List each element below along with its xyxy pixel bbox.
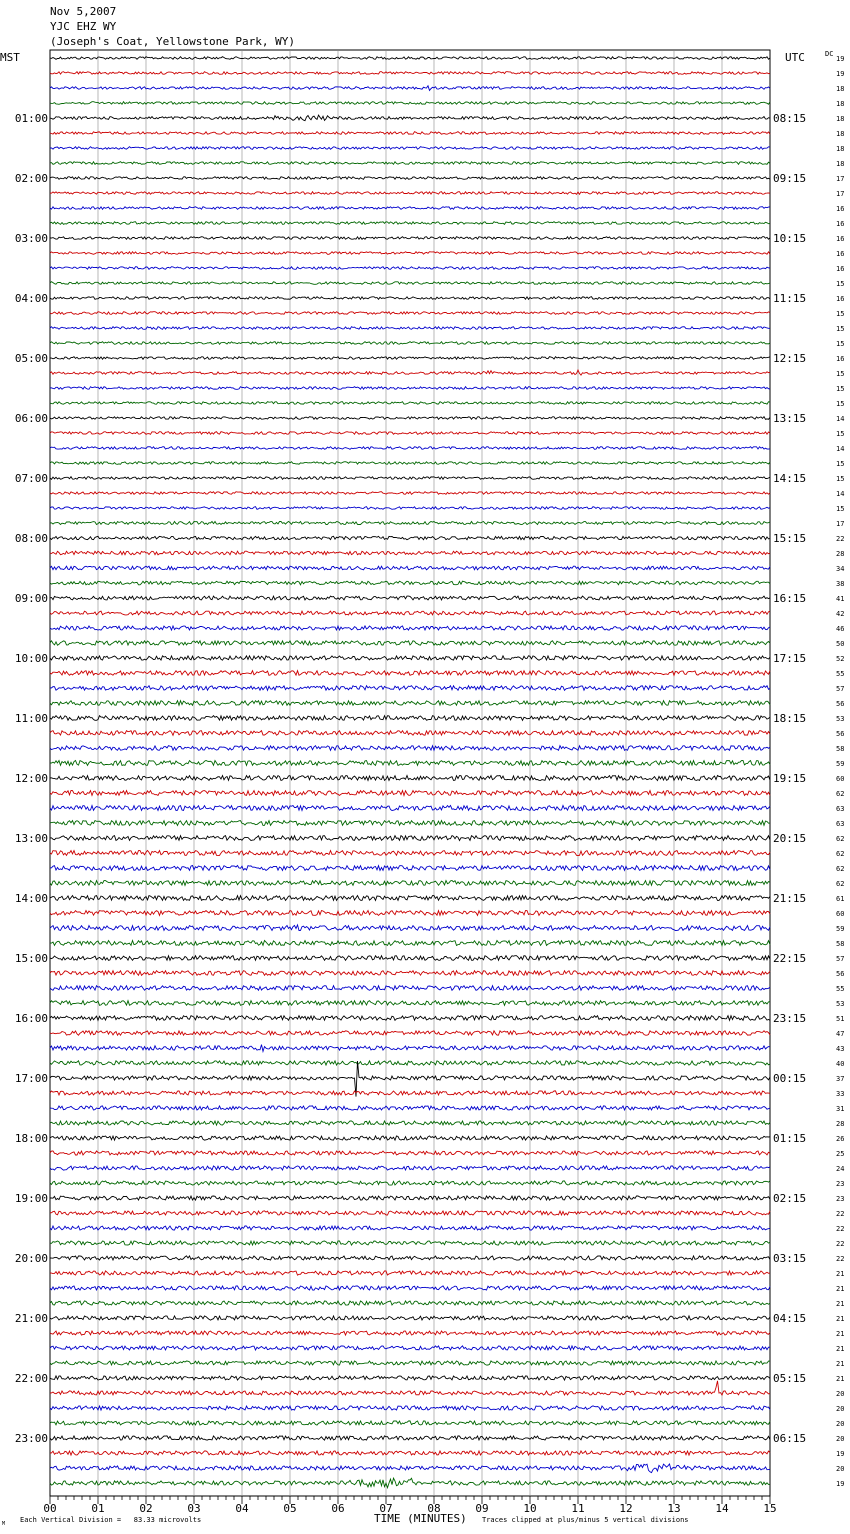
seismic-trace [50,192,770,195]
mst-hour-label: 12:00 [14,772,48,785]
dc-offset-label: 59 [836,760,845,768]
dc-offset-label: 21 [836,1345,845,1353]
utc-hour-label: 19:15 [773,772,807,785]
mst-hour-label: 19:00 [14,1192,48,1205]
dc-offset-label: 20 [836,1465,845,1473]
seismic-trace [50,222,770,225]
seismic-trace [50,866,770,871]
x-tick-label: 11 [571,1502,585,1515]
mst-hour-label: 09:00 [14,592,48,605]
seismic-trace [50,881,770,886]
dc-offset-label: 55 [836,985,845,993]
seismic-trace [50,941,770,946]
seismic-trace [50,147,770,150]
dc-offset-label: 15 [836,385,845,393]
utc-hour-label: 17:15 [773,652,807,665]
utc-hour-label: 18:15 [773,712,807,725]
dc-offset-label: 62 [836,850,845,858]
seismic-trace [50,551,770,555]
dc-offset-label: 15 [836,460,845,468]
seismic-trace [50,851,770,856]
dc-offset-label: 18 [836,115,845,123]
seismic-trace [50,1031,770,1035]
mst-hour-label: 08:00 [14,532,48,545]
dc-offset-label: 62 [836,790,845,798]
left-axis-label: MST [0,51,20,64]
utc-hour-label: 11:15 [773,292,807,305]
mst-hour-label: 20:00 [14,1252,48,1265]
dc-offset-label: 40 [836,1060,845,1068]
x-tick-label: 03 [187,1502,201,1515]
dc-offset-label: 15 [836,505,845,513]
mst-hour-label: 07:00 [14,472,48,485]
mst-hour-label: 04:00 [14,292,48,305]
dc-offset-label: 23 [836,1180,845,1188]
dc-offset-label: 14 [836,415,845,423]
seismic-trace [50,536,770,539]
seismic-trace [50,701,770,706]
seismic-trace [50,115,770,121]
x-tick-label: 13 [667,1502,681,1515]
x-tick-label: 10 [523,1502,537,1515]
seismic-trace [50,492,770,495]
dc-offset-label: 61 [836,895,845,903]
seismic-trace [50,686,770,691]
seismic-trace [50,1136,770,1140]
seismic-trace [50,641,770,645]
seismic-trace [50,327,770,330]
seismic-trace [50,791,770,796]
station-code: YJC EHZ WY [50,20,117,33]
seismic-trace [50,267,770,270]
dc-offset-label: 15 [836,310,845,318]
x-tick-label: 06 [331,1502,345,1515]
seismic-trace [50,1061,770,1097]
dc-offset-label: 15 [836,280,845,288]
dc-offset-label: 26 [836,1135,845,1143]
seismic-trace [50,776,770,781]
dc-offset-label: 53 [836,1000,845,1008]
seismic-trace [50,896,770,901]
seismic-trace [50,806,770,811]
seismic-trace [50,1091,770,1095]
x-tick-label: 12 [619,1502,633,1515]
seismic-trace [50,1346,770,1350]
seismic-trace [50,911,770,916]
dc-offset-label: 59 [836,925,845,933]
utc-hour-label: 14:15 [773,472,807,485]
utc-hour-label: 06:15 [773,1432,807,1445]
seismic-trace [50,447,770,450]
dc-offset-label: 18 [836,160,845,168]
utc-hour-label: 15:15 [773,532,807,545]
utc-hour-label: 05:15 [773,1372,807,1385]
seismic-trace [50,162,770,165]
seismic-trace [50,1301,770,1305]
seismic-trace [50,611,770,615]
mst-hour-label: 21:00 [14,1312,48,1325]
utc-hour-label: 16:15 [773,592,807,605]
utc-hour-label: 20:15 [773,832,807,845]
dc-offset-label: 22 [836,1225,845,1233]
seismic-trace [50,86,770,91]
dc-offset-label: 21 [836,1270,845,1278]
dc-offset-label: 18 [836,85,845,93]
seismic-trace [50,1226,770,1230]
dc-offset-label: 22 [836,535,845,543]
dc-offset-label: 38 [836,580,845,588]
dc-offset-label: 62 [836,835,845,843]
dc-offset-label: 41 [836,595,845,603]
seismic-trace [50,1106,770,1110]
dc-offset-label: 47 [836,1030,845,1038]
dc-offset-label: 15 [836,400,845,408]
mst-hour-label: 16:00 [14,1012,48,1025]
dc-offset-label: 20 [836,1435,845,1443]
dc-offset-label: 28 [836,1120,845,1128]
station-location: (Joseph's Coat, Yellowstone Park, WY) [50,35,296,48]
dc-offset-label: 37 [836,1075,845,1083]
dc-offset-label: 16 [836,295,845,303]
seismic-trace [50,102,770,105]
seismic-trace [50,1464,770,1473]
seismic-trace [50,207,770,210]
dc-offset-label: 56 [836,730,845,738]
utc-hour-label: 22:15 [773,952,807,965]
corner-mark: M [2,1521,6,1527]
seismic-trace [50,956,770,961]
seismic-trace [50,357,770,360]
dc-offset-label: 21 [836,1375,845,1383]
seismic-trace [50,581,770,585]
dc-offset-label: 62 [836,880,845,888]
dc-offset-label: 19 [836,55,845,63]
dc-offset-label: 25 [836,1150,845,1158]
seismic-trace [50,1421,770,1425]
seismic-trace [50,507,770,510]
dc-offset-label: 20 [836,1405,845,1413]
seismic-trace [50,1361,770,1365]
mst-hour-label: 14:00 [14,892,48,905]
dc-offset-label: 18 [836,130,845,138]
seismic-trace [50,370,770,375]
utc-hour-label: 00:15 [773,1072,807,1085]
dc-offset-label: 18 [836,100,845,108]
dc-offset-label: 56 [836,700,845,708]
x-tick-label: 05 [283,1502,297,1515]
chart-date: Nov 5,2007 [50,5,117,18]
seismic-trace [50,986,770,991]
dc-offset-label: 51 [836,1015,845,1023]
dc-offset-label: 42 [836,610,845,618]
seismic-trace [50,1001,770,1006]
seismic-trace [50,1151,770,1155]
x-tick-label: 00 [43,1502,57,1515]
dc-offset-label: 15 [836,370,845,378]
seismic-trace [50,1406,770,1410]
seismic-trace [50,177,770,180]
utc-hour-label: 10:15 [773,232,807,245]
utc-hour-label: 04:15 [773,1312,807,1325]
dc-offset-label: 23 [836,1195,845,1203]
x-tick-label: 01 [91,1502,105,1515]
seismic-trace [50,297,770,300]
seismic-trace [50,626,770,630]
seismic-trace [50,342,770,345]
dc-offset-label: 19 [836,1450,845,1458]
dc-offset-label: 63 [836,805,845,813]
dc-offset-label: 56 [836,970,845,978]
mst-hour-label: 11:00 [14,712,48,725]
x-tick-label: 15 [763,1502,777,1515]
dc-offset-label: 21 [836,1360,845,1368]
dc-offset-label: 52 [836,655,845,663]
seismic-trace [50,1181,770,1185]
x-tick-label: 02 [139,1502,153,1515]
seismic-trace [50,477,770,480]
seismic-trace [50,716,770,721]
seismic-trace [50,821,770,826]
dc-offset-label: 15 [836,325,845,333]
dc-offset-label: 31 [836,1105,845,1113]
dc-offset-label: 33 [836,1090,845,1098]
seismic-trace [50,746,770,751]
dc-offset-label: 15 [836,475,845,483]
dc-offset-label: 19 [836,1480,845,1488]
dc-offset-label: 17 [836,175,845,183]
dc-offset-label: 14 [836,445,845,453]
mst-hour-label: 03:00 [14,232,48,245]
dc-offset-label: 21 [836,1315,845,1323]
dc-offset-label: 20 [836,1390,845,1398]
dc-offset-label: 21 [836,1330,845,1338]
seismic-trace [50,237,770,240]
dc-offset-label: 28 [836,550,845,558]
dc-offset-label: 43 [836,1045,845,1053]
seismic-trace [50,1196,770,1200]
dc-offset-label: 20 [836,1420,845,1428]
label-group [15,55,845,1515]
dc-offset-label: 57 [836,955,845,963]
utc-hour-label: 01:15 [773,1132,807,1145]
seismic-trace [50,72,770,75]
seismic-trace [50,731,770,736]
seismic-trace [50,761,770,766]
dc-offset-label: 22 [836,1210,845,1218]
seismic-trace [50,1286,770,1290]
dc-offset-label: 21 [836,1300,845,1308]
seismic-trace [50,1451,770,1455]
utc-hour-label: 03:15 [773,1252,807,1265]
dc-offset-label: 21 [836,1285,845,1293]
dc-offset-label: 15 [836,340,845,348]
utc-hour-label: 23:15 [773,1012,807,1025]
seismic-trace [50,387,770,390]
dc-offset-label: 15 [836,430,845,438]
dc-offset-label: 17 [836,190,845,198]
x-tick-label: 04 [235,1502,249,1515]
seismic-trace [50,432,770,435]
mst-hour-label: 17:00 [14,1072,48,1085]
seismic-trace [50,1061,770,1065]
seismic-trace [50,1166,770,1170]
mst-hour-label: 15:00 [14,952,48,965]
dc-offset-label: 24 [836,1165,845,1173]
x-tick-label: 08 [427,1502,441,1515]
x-tick-label: 14 [715,1502,729,1515]
utc-hour-label: 21:15 [773,892,807,905]
dc-offset-label: 58 [836,940,845,948]
x-tick-label: 07 [379,1502,393,1515]
seismic-trace [50,1016,770,1021]
dc-offset-label: 16 [836,220,845,228]
seismic-trace [50,1331,770,1335]
utc-hour-label: 09:15 [773,172,807,185]
dc-offset-label: 22 [836,1255,845,1263]
dc-offset-label: 53 [836,715,845,723]
right-axis-label: UTC [785,51,805,64]
seismic-trace [50,462,770,465]
seismic-trace [50,1478,770,1488]
mst-hour-label: 10:00 [14,652,48,665]
seismic-trace [50,57,770,60]
mst-hour-label: 05:00 [14,352,48,365]
seismic-trace [50,1256,770,1260]
dc-offset-label: 58 [836,745,845,753]
dc-offset-label: 16 [836,355,845,363]
mst-hour-label: 06:00 [14,412,48,425]
dc-offset-label: 16 [836,265,845,273]
dc-offset-label: 14 [836,490,845,498]
dc-offset-label: 55 [836,670,845,678]
dc-offset-label: 50 [836,640,845,648]
dc-offset-label: 63 [836,820,845,828]
seismic-trace [50,656,770,660]
seismic-trace [50,596,770,600]
x-axis-label: TIME (MINUTES) [374,1512,467,1525]
seismic-trace [50,1271,770,1275]
utc-hour-label: 08:15 [773,112,807,125]
seismic-trace [50,417,770,420]
seismic-trace [50,566,770,570]
utc-hour-label: 13:15 [773,412,807,425]
seismic-trace [50,312,770,315]
seismic-trace [50,1381,770,1395]
dc-offset-label: 16 [836,205,845,213]
seismic-trace [50,1121,770,1125]
clip-note: Traces clipped at plus/minus 5 vertical divisions [482,1516,689,1524]
scale-note: Each Vertical Division = 83.33 microvolts [20,1516,202,1524]
dc-offset-label: 60 [836,910,845,918]
utc-hour-label: 12:15 [773,352,807,365]
dc-offset-label: 62 [836,865,845,873]
dc-offset-label: 17 [836,520,845,528]
seismic-trace [50,1376,770,1380]
seismic-trace [50,402,770,405]
seismic-trace [50,1316,770,1320]
dc-offset-label: 18 [836,145,845,153]
mst-hour-label: 01:00 [14,112,48,125]
seismic-trace [50,925,770,931]
seismic-trace [50,1436,770,1440]
mst-hour-label: 22:00 [14,1372,48,1385]
seismic-trace [50,836,770,841]
mst-hour-label: 18:00 [14,1132,48,1145]
dc-offset-label: 34 [836,565,845,573]
dc-offset-label: 22 [836,1240,845,1248]
dc-offset-label: 46 [836,625,845,633]
utc-hour-label: 02:15 [773,1192,807,1205]
dc-offset-label: 60 [836,775,845,783]
x-tick-label: 09 [475,1502,489,1515]
seismic-trace [50,252,770,255]
seismic-trace [50,1045,770,1052]
seismic-trace [50,282,770,285]
dc-offset-label: 19 [836,70,845,78]
seismic-trace [50,971,770,976]
mst-hour-label: 13:00 [14,832,48,845]
mst-hour-label: 23:00 [14,1432,48,1445]
dc-label: DC [825,50,834,58]
seismic-trace [50,671,770,676]
trace-group [50,57,770,1488]
seismic-trace [50,521,770,524]
dc-offset-label: 16 [836,235,845,243]
dc-offset-label: 16 [836,250,845,258]
seismic-trace [50,132,770,135]
seismic-trace [50,1241,770,1245]
seismic-trace [50,1211,770,1215]
mst-hour-label: 02:00 [14,172,48,185]
dc-offset-label: 57 [836,685,845,693]
